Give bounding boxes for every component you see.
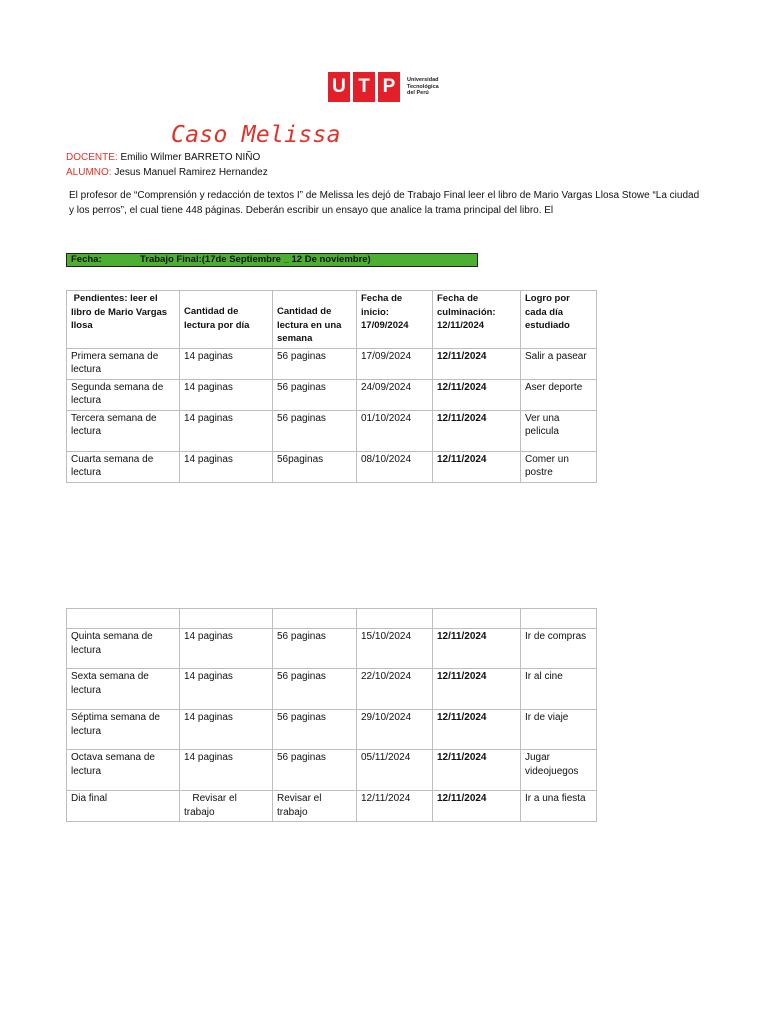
table-cell: 17/09/2024 (357, 348, 433, 379)
table-cell: 56 paginas (273, 750, 357, 791)
empty-cell (180, 609, 273, 629)
assignment-paragraph (69, 189, 719, 218)
header-text: Cantidad de lectura en una semana (277, 306, 342, 344)
table-cell: 56 paginas (273, 410, 357, 451)
table-cell: 56 paginas (273, 669, 357, 710)
reading-schedule-table-1 (66, 290, 597, 483)
table-cell: 14 paginas (180, 750, 273, 791)
table-cell: 56 paginas (273, 629, 357, 669)
header-cell-fecha-culminacion: Fecha de culminación: 12/11/2024 (433, 291, 521, 349)
table-cell: 12/11/2024 (433, 669, 521, 710)
header-cell-pendientes: Pendientes: leer el libro de Mario Vargas llosa (67, 291, 180, 349)
table-cell: Ver una pelicula (521, 410, 597, 451)
table-cell: Comer un postre (521, 451, 597, 482)
table-row (67, 710, 597, 750)
header-cell-cantidad-semana (273, 291, 357, 349)
alumno-label: ALUMNO: (66, 167, 112, 178)
table-cell: 12/11/2024 (433, 629, 521, 669)
table-cell: 14 paginas (180, 629, 273, 669)
table-cell: 01/10/2024 (357, 410, 433, 451)
date-banner-label: Fecha: (71, 254, 102, 265)
table-cell: Jugar videojuegos (521, 750, 597, 791)
table-row (67, 791, 597, 822)
document-title: Caso Melissa (171, 122, 341, 148)
utp-logo (328, 72, 451, 102)
table-cell: Revisar el trabajo (273, 791, 357, 822)
empty-cell (67, 609, 180, 629)
table-cell: 56paginas (273, 451, 357, 482)
table-cell: 29/10/2024 (357, 710, 433, 750)
table-cell: Segunda semana de lectura (67, 379, 180, 410)
table-cell: 12/11/2024 (433, 710, 521, 750)
header-text: Cantidad de lectura por día (184, 306, 250, 331)
docente-value: Emilio Wilmer BARRETO NIÑO (120, 152, 261, 163)
empty-cell (521, 609, 597, 629)
docente-line (66, 152, 260, 163)
table-cell: 12/11/2024 (433, 379, 521, 410)
table-cell: Quinta semana de lectura (67, 629, 180, 669)
table-cell: 12/11/2024 (433, 348, 521, 379)
table-row (67, 348, 597, 379)
table-cell: 15/10/2024 (357, 629, 433, 669)
table-cell: 05/11/2024 (357, 750, 433, 791)
table-cell: Octava semana de lectura (67, 750, 180, 791)
table-cell: 12/11/2024 (433, 410, 521, 451)
reading-schedule-table-2 (66, 608, 597, 822)
table-row (67, 379, 597, 410)
table-cell: 12/11/2024 (433, 791, 521, 822)
table-cell: Ir a una fiesta (521, 791, 597, 822)
table-cell: 14 paginas (180, 379, 273, 410)
logo-letter-p: P (378, 72, 400, 102)
empty-cell (357, 609, 433, 629)
table-cell: 24/09/2024 (357, 379, 433, 410)
table-cell: Dia final (67, 791, 180, 822)
paragraph-line: El profesor de “Comprensión y redacción de textos I” de Melissa les dejó de Trabajo Final leer el libro de Mario Vargas Llosa Stowe “La ciudad (69, 190, 700, 201)
table-cell: 14 paginas (180, 410, 273, 451)
table-cell: Tercera semana de lectura (67, 410, 180, 451)
table-cell: Revisar el trabajo (180, 791, 273, 822)
date-banner (66, 253, 478, 267)
table-cell: 14 paginas (180, 451, 273, 482)
logo-text-line: Tecnológica (407, 83, 439, 90)
table-row (67, 629, 597, 669)
table-cell: 12/11/2024 (433, 451, 521, 482)
logo-text-line: Universidad (407, 77, 439, 84)
table-row (67, 750, 597, 791)
table-cell: 14 paginas (180, 669, 273, 710)
table-cell: Ir de viaje (521, 710, 597, 750)
table-cell: 08/10/2024 (357, 451, 433, 482)
table-cell: 14 paginas (180, 710, 273, 750)
table-row (67, 451, 597, 482)
table-cell: 14 paginas (180, 348, 273, 379)
table-cell: Aser deporte (521, 379, 597, 410)
empty-cell (273, 609, 357, 629)
logo-text-line: del Perú (407, 90, 429, 97)
date-banner-value: Trabajo Final:(17de Septiembre _ 12 De noviembre) (140, 254, 371, 265)
table-cell: 56 paginas (273, 379, 357, 410)
table-cell: 56 paginas (273, 348, 357, 379)
logo-letter-u: U (328, 72, 350, 102)
table-cell: Salir a pasear (521, 348, 597, 379)
table-cell: 22/10/2024 (357, 669, 433, 710)
empty-cell (433, 609, 521, 629)
alumno-line (66, 167, 268, 178)
header-cell-cantidad-dia (180, 291, 273, 349)
table-header-row (67, 291, 597, 349)
table-cell: Sexta semana de lectura (67, 669, 180, 710)
docente-label: DOCENTE: (66, 152, 118, 163)
table-cell: Ir de compras (521, 629, 597, 669)
table-row (67, 669, 597, 710)
table-row (67, 410, 597, 451)
table-cell: Ir al cine (521, 669, 597, 710)
table-cell: 12/11/2024 (433, 750, 521, 791)
alumno-value: Jesus Manuel Ramirez Hernandez (114, 167, 268, 178)
table-cell: Primera semana de lectura (67, 348, 180, 379)
table-cell: Séptima semana de lectura (67, 710, 180, 750)
header-cell-fecha-inicio: Fecha de inicio: 17/09/2024 (357, 291, 433, 349)
header-cell-logro: Logro por cada día estudiado (521, 291, 597, 349)
logo-letter-t: T (353, 72, 375, 102)
table-cell: 56 paginas (273, 710, 357, 750)
table-cell: 12/11/2024 (357, 791, 433, 822)
table-cell: Cuarta semana de lectura (67, 451, 180, 482)
empty-row (67, 609, 597, 629)
paragraph-line: y los perros”, el cual tiene 448 páginas. Deberán escribir un ensayo que analice la trama principal del libro. El (69, 204, 554, 216)
logo-text (407, 77, 451, 97)
